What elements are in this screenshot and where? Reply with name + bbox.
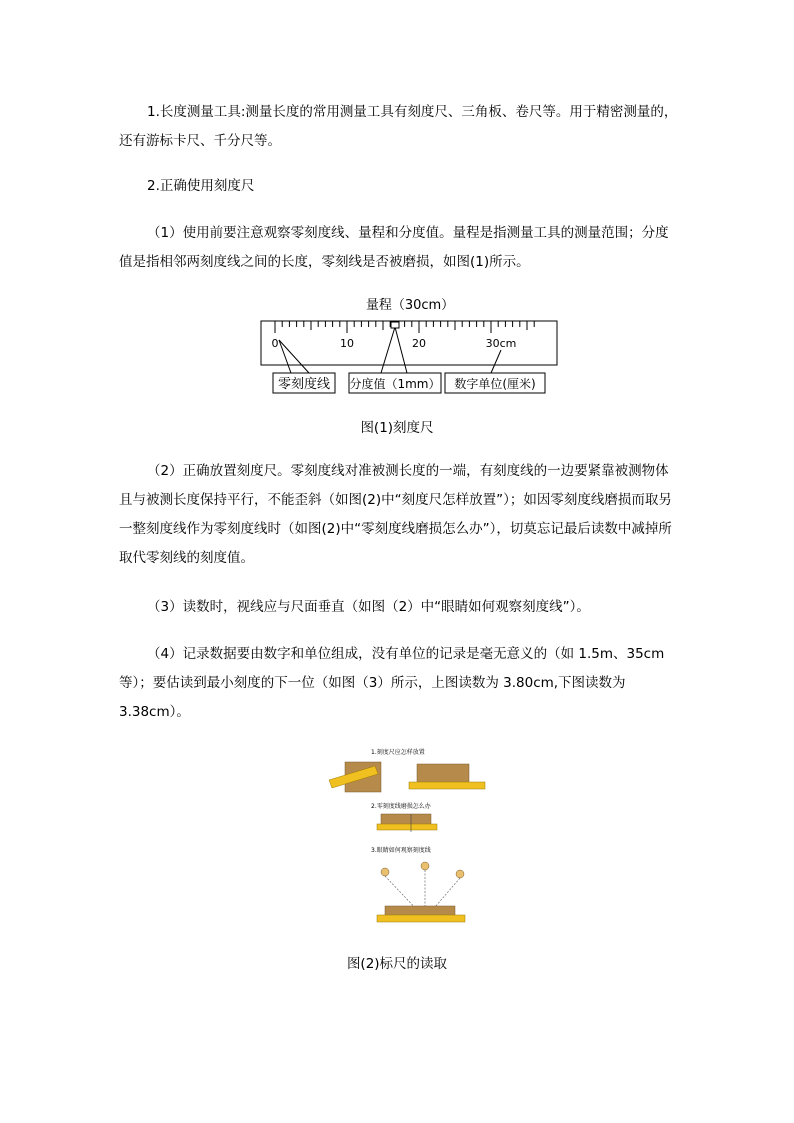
figure-ruler-diagram [255,292,565,398]
eye-center-icon [421,862,429,870]
tick-label-0: 0 [271,337,279,350]
paragraph-recording: （4）记录数据要由数字和单位组成，没有单位的记录是毫无意义的（如 1.5m、35cm 等）；要估读到最小刻度的下一位（如图（3）所示，上图读数为 3.80cm,下图读数为 3.38cm）。 [119,646,665,720]
flat-ruler [409,782,485,789]
observed-ruler [377,915,465,922]
fig2-title-3: 3.眼睛如何观察刻度线 [371,847,431,854]
tick-label-20: 20 [412,337,426,350]
figure1-caption: 图(1)刻度尺 [360,420,434,436]
figure2-caption: 图(2)标尺的读取 [346,956,448,972]
eye-left-icon [381,868,389,876]
fig2-title-2: 2.零刻度线磨损怎么办 [371,803,431,810]
fig2-title-1: 1.刻度尺应怎样放置 [371,749,425,756]
label-unit: 数字单位(厘米) [454,377,536,391]
paragraph-reading: （3）读数时，视线应与尺面垂直（如图（2）中“眼睛如何观察刻度线”）。 [147,599,590,615]
worn-ruler [377,824,437,830]
label-division: 分度值（1mm） [349,377,441,391]
tick-label-30: 30cm [485,337,517,350]
paragraph-placement: （2）正确放置刻度尺。零刻度线对准被测长度的一端，有刻度线的一边要紧靠被测物体且与被测长度保持平行，不能歪斜（如图(2)中“刻度尺怎样放置”）；如因零刻度线磨损而取另一整刻度线作为零刻度线时（如图(2)中“零刻度线磨损怎么办”），切莫忘记最后读数中减掉所取代零刻线的刻度值。 [119,463,672,566]
paragraph-observe-before-use: （1）使用前要注意观察零刻度线、量程和分度值。量程是指测量工具的测量范围；分度值是指相邻两刻度线之间的长度，零刻线是否被磨损，如图(1)所示。 [119,225,669,270]
heading-correct-use: 2.正确使用刻度尺 [147,178,255,194]
paragraph-measuring-tools: 1.长度测量工具:测量长度的常用测量工具有刻度尺、三角板、卷尺等。用于精密测量的，还有游标卡尺、千分尺等。 [119,104,678,149]
range-label: 量程（30cm） [365,298,455,313]
eye-right-icon [456,870,464,878]
division-marker [391,322,399,328]
label-zero: 零刻度线 [277,377,331,392]
figure-ruler-reading [325,742,490,927]
tick-label-10: 10 [340,337,354,350]
